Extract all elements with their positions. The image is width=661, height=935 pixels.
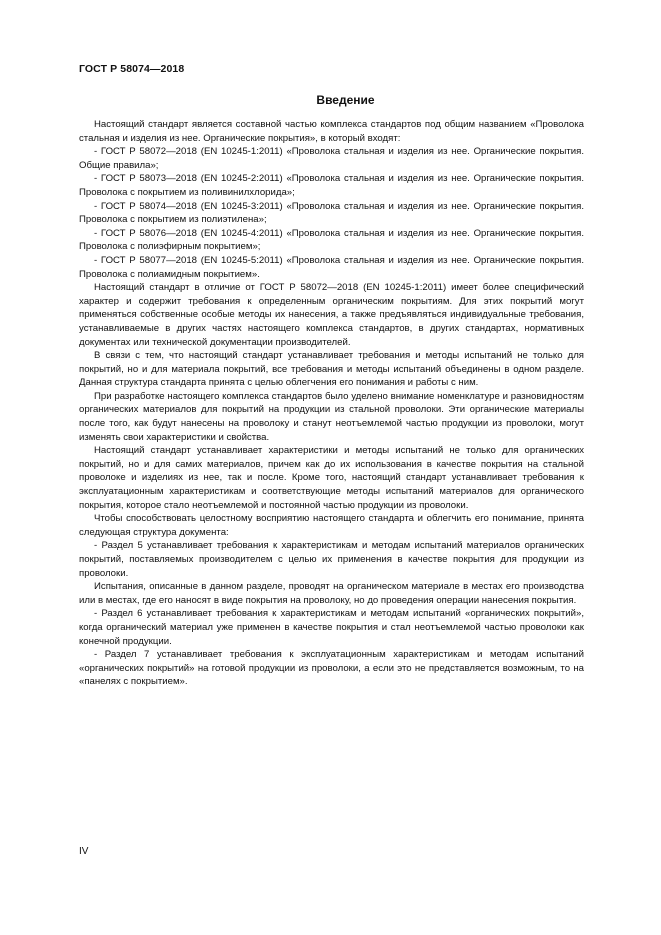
page-header-standard-code: ГОСТ Р 58074—2018: [79, 63, 185, 75]
list-item-standard-5: - ГОСТ Р 58077—2018 (EN 10245-5:2011) «Проволока стальная и изделия из нее. Органические покрытия. Проволока с полиамидным покрытием».: [79, 254, 584, 280]
list-item-section-5: - Раздел 5 устанавливает требования к характеристикам и методам испытаний материалов органических покрытий, поставляемых производителем с целью их применения в качестве покрытия для продукции из проволоки.: [79, 540, 584, 579]
paragraph-nomenclature: При разработке настоящего комплекса стандартов было уделено внимание номенклатуре и разновидностям органических материалов для покрытий на продукции из стальной проволоки. Эти органические материалы после того, как будут нанесены на проволоку и станут неотъемлемой частью продукции из проволоки, могут изменять свои характеристики и свойства.: [79, 390, 584, 443]
list-item-section-7: - Раздел 7 устанавливает требования к эксплуатационным характеристикам и методам испытаний «органических покрытий» на готовой продукции из проволоки, а если это не представляется возможным, то на «панелях с покрытием».: [79, 649, 584, 688]
paragraph-characteristics: Настоящий стандарт устанавливает характеристики и методы испытаний не только для органических покрытий, но и для самих материалов, причем как до их использования в качестве покрытия на стальной проволоке и изделиях из нее, так и после. Кроме того, настоящий стандарт устанавливает требования к эксплуатационным характеристикам и соответствующие методы испытаний материалов для органического покрытия, которое стало неотъемлемой и постоянной частью продукции из проволоки.: [79, 445, 584, 511]
paragraph-structure: Чтобы способствовать целостному восприятию настоящего стандарта и облегчить его понимание, принята следующая структура документа:: [79, 513, 584, 538]
paragraph-tests: Испытания, описанные в данном разделе, проводят на органическом материале в местах его производства или в местах, где его наносят в виде покрытия на проволоку, но до проведения операции нанесения покрытия.: [79, 581, 584, 606]
section-title: Введение: [316, 93, 375, 107]
list-item-standard-1: - ГОСТ Р 58072—2018 (EN 10245-1:2011) «Проволока стальная и изделия из нее. Органические покрытия. Общие правила»;: [79, 146, 584, 171]
list-item-standard-3: - ГОСТ Р 58074—2018 (EN 10245-3:2011) «Проволока стальная и изделия из нее. Органические покрытия. Проволока с покрытием из полиэтилена»;: [79, 200, 584, 226]
paragraph-single-section: В связи с тем, что настоящий стандарт устанавливает требования и методы испытаний не только для покрытий, но и для материала покрытий, все требования и методы испытаний объединены в одном разделе. Данная структура стандарта принята с целью облегчения его понимания и работы с ним.: [79, 350, 584, 389]
list-item-standard-4: - ГОСТ Р 58076—2018 (EN 10245-4:2011) «Проволока стальная и изделия из нее. Органические покрытия. Проволока с полиэфирным покрытием»;: [79, 227, 584, 253]
page-number: IV: [79, 846, 89, 857]
paragraph-intro: Настоящий стандарт является составной частью комплекса стандартов под общим названием «Проволока стальная и изделия из нее. Органические покрытия», в который входят:: [79, 119, 584, 144]
paragraph-specific-character: Настоящий стандарт в отличие от ГОСТ Р 58072—2018 (EN 10245-1:2011) имеет более специфический характер и содержит требования к определенным органическим покрытиям. Для этих покрытий могут применяться собственные особые методы их нанесения, а также предъявляться индивидуальные требования, устанавливаемые в других частях настоящего комплекса стандартов, в других стандартах, нормативных документах или технической документации производителей.: [79, 282, 584, 348]
list-item-section-6: - Раздел 6 устанавливает требования к характеристикам и методам испытаний «органических покрытий», когда органический материал уже применен в качестве покрытия и стал неотъемлемой частью проволоки как конечной продукции.: [79, 608, 584, 647]
list-item-standard-2: - ГОСТ Р 58073—2018 (EN 10245-2:2011) «Проволока стальная и изделия из нее. Органические покрытия. Проволока с покрытием из поливинилхлорида»;: [79, 173, 584, 198]
document-body: [79, 118, 584, 689]
